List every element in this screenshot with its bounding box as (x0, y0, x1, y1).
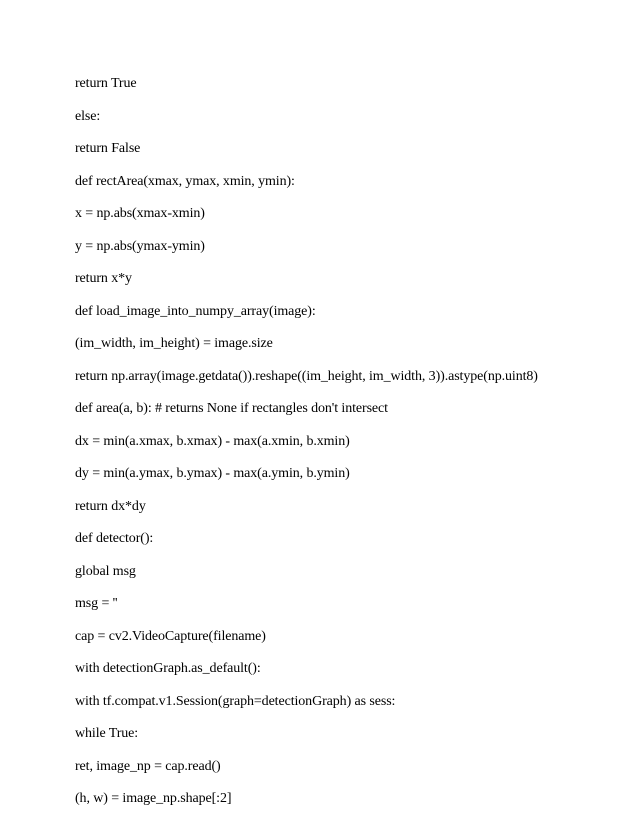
text-line: (im_width, im_height) = image.size (75, 336, 273, 351)
text-line: def detector(): (75, 531, 154, 546)
text-line: return False (75, 141, 141, 156)
text-line: return True (75, 76, 137, 91)
text-line: def load_image_into_numpy_array(image): (75, 303, 316, 319)
text-line: (h, w) = image_np.shape[:2] (75, 791, 232, 806)
text-line: while True: (75, 726, 139, 741)
text-line: ret, image_np = cap.read() (75, 758, 221, 774)
text-line: y = np.abs(ymax-ymin) (75, 238, 205, 254)
text-line: return dx*dy (75, 498, 146, 514)
text-line: dy = min(a.ymax, b.ymax) - max(a.ymin, b.ymin) (75, 466, 350, 481)
text-line: with detectionGraph.as_default(): (75, 661, 261, 676)
text-line: with tf.compat.v1.Session(graph=detectionGraph) as sess: (75, 693, 396, 709)
text-line: global msg (75, 563, 136, 579)
code-text-block (75, 74, 615, 822)
text-line: x = np.abs(xmax-xmin) (75, 206, 205, 221)
text-line: dx = min(a.xmax, b.xmax) - max(a.xmin, b.xmin) (75, 433, 350, 449)
text-line: def area(a, b): # returns None if rectangles don't intersect (75, 401, 388, 416)
text-line: else: (75, 108, 101, 124)
text-line: return np.array(image.getdata()).reshape((im_height, im_width, 3)).astype(np.uint8) (75, 368, 538, 384)
text-line: cap = cv2.VideoCapture(filename) (75, 628, 266, 644)
text-line: msg = '' (75, 596, 118, 611)
text-line: return x*y (75, 271, 132, 286)
text-line: def rectArea(xmax, ymax, xmin, ymin): (75, 173, 295, 189)
